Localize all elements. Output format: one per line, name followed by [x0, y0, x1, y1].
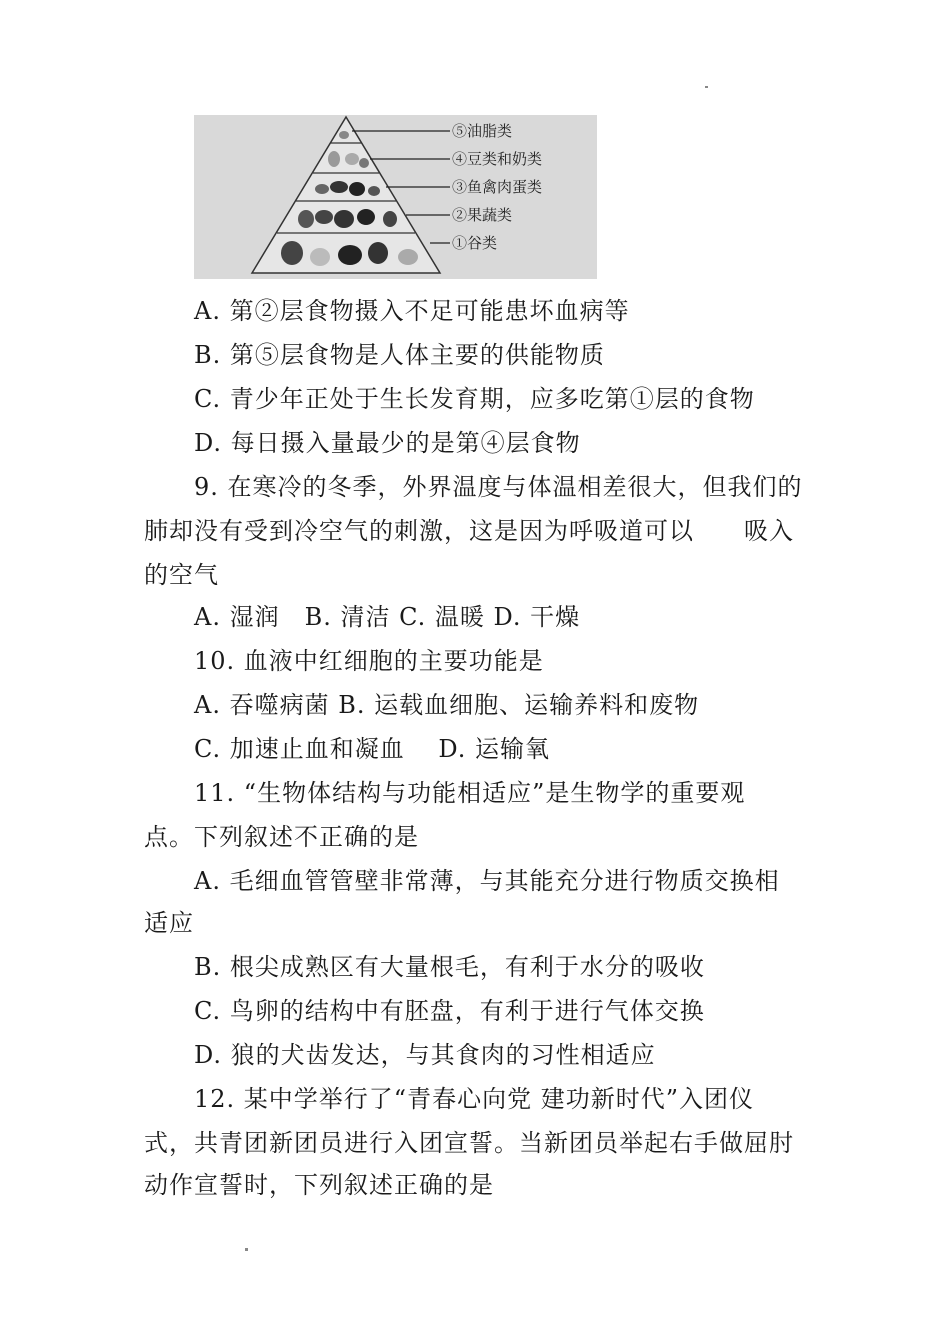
pyramid-label-3: ③鱼禽肉蛋类: [452, 178, 543, 196]
pyramid-label-1: ①谷类: [452, 234, 498, 252]
scan-speck: [245, 1248, 248, 1251]
q10-stem: 10. 血液中红细胞的主要功能是: [194, 647, 544, 675]
q11-option-b: B. 根尖成熟区有大量根毛，有利于水分的吸收: [194, 953, 705, 981]
q8-option-c: C. 青少年正处于生长发育期，应多吃第①层的食物: [194, 385, 755, 413]
pyramid-label-4: ④豆类和奶类: [452, 150, 543, 168]
pyramid-label-2: ②果蔬类: [452, 206, 513, 224]
q10-options-cd: C. 加速止血和凝血 D. 运输氧: [194, 735, 551, 763]
q9-stem-line1: 9. 在寒冷的冬季，外界温度与体温相差很大，但我们的: [194, 473, 803, 501]
food-pyramid-figure: [194, 115, 597, 279]
q12-stem-line3: 动作宣誓时，下列叙述正确的是: [144, 1171, 494, 1199]
q9-options: A. 湿润 B. 清洁 C. 温暖 D. 干燥: [194, 603, 581, 631]
food-pyramid-svg: [194, 115, 597, 279]
q8-option-b: B. 第⑤层食物是人体主要的供能物质: [194, 341, 605, 369]
q11-stem-line1: 11. “生物体结构与功能相适应”是生物学的重要观: [194, 779, 746, 807]
q12-stem-line1: 12. 某中学举行了“青春心向党 建功新时代”入团仪: [194, 1085, 754, 1113]
q11-option-a-line2: 适应: [144, 909, 194, 937]
q9-stem-line2: 肺却没有受到冷空气的刺激，这是因为呼吸道可以 吸入: [144, 517, 794, 545]
q10-options-ab: A. 吞噬病菌 B. 运载血细胞、运输养料和废物: [194, 691, 700, 719]
q11-stem-line2: 点。下列叙述不正确的是: [144, 823, 419, 851]
q8-option-a: A. 第②层食物摄入不足可能患坏血病等: [194, 297, 630, 325]
scan-speck: [705, 86, 708, 88]
q11-option-a-line1: A. 毛细血管管壁非常薄，与其能充分进行物质交换相: [194, 867, 780, 895]
q11-option-d: D. 狼的犬齿发达，与其食肉的习性相适应: [194, 1041, 656, 1069]
q12-stem-line2: 式，共青团新团员进行入团宣誓。当新团员举起右手做屈肘: [144, 1129, 794, 1157]
q8-option-d: D. 每日摄入量最少的是第④层食物: [194, 429, 581, 457]
q9-stem-line3: 的空气: [144, 561, 219, 589]
q11-option-c: C. 鸟卵的结构中有胚盘，有利于进行气体交换: [194, 997, 705, 1025]
pyramid-label-5: ⑤油脂类: [452, 122, 513, 140]
